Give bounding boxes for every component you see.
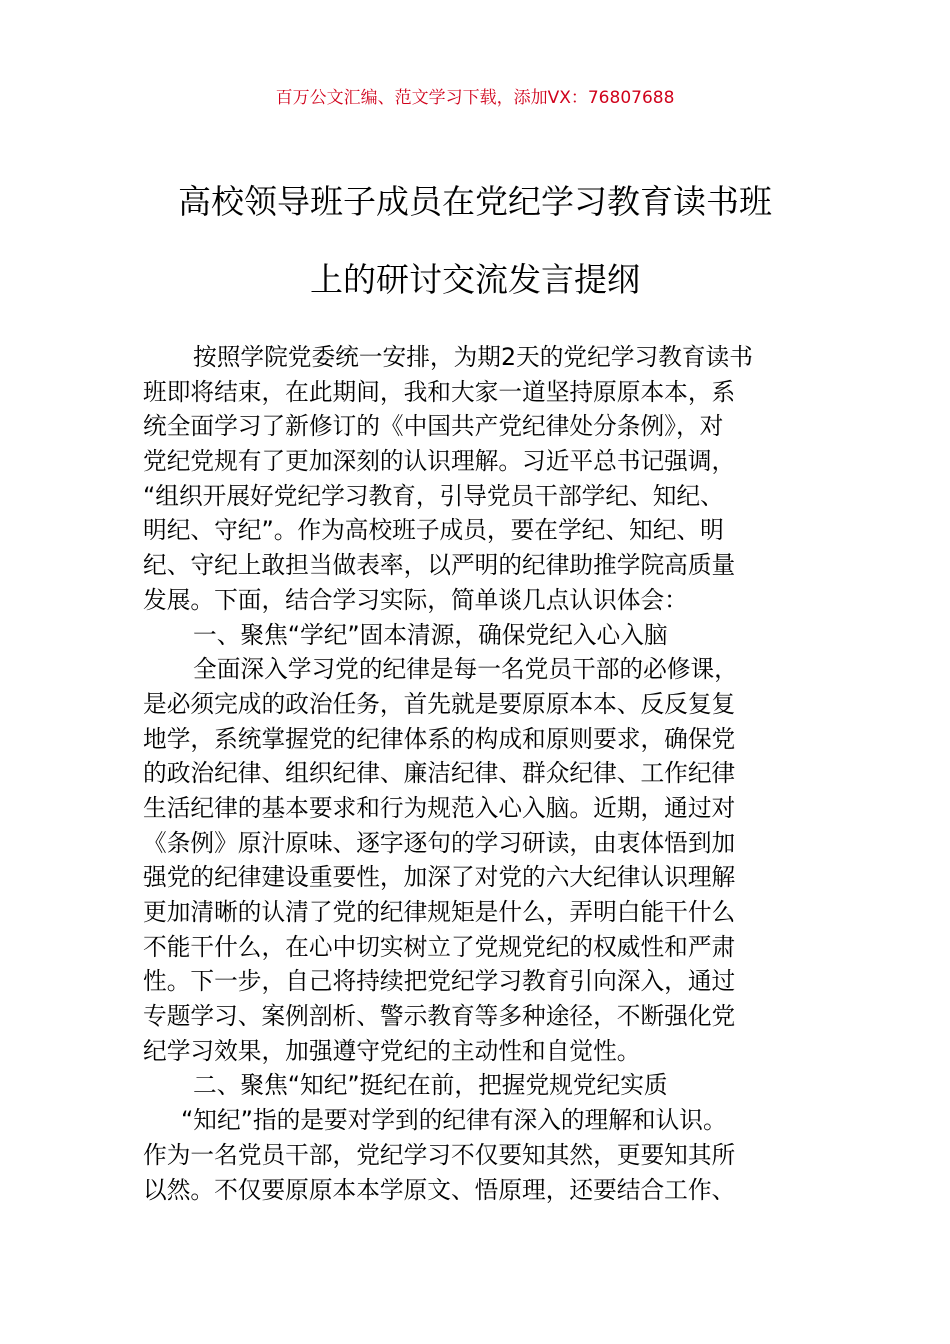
body-line: 生活纪律的基本要求和行为规范入心入脑。近期，通过对 (143, 793, 736, 822)
title-line-1: 高校领导班子成员在党纪学习教育读书班 (178, 182, 772, 221)
body-line: 地学，系统掌握党的纪律体系的构成和原则要求，确保党 (143, 724, 736, 753)
body-line: “组织开展好党纪学习教育，引导党员干部学纪、知纪、 (143, 481, 724, 510)
document-title (142, 180, 808, 336)
body-line: 明纪、守纪”。作为高校班子成员，要在学纪、知纪、明 (143, 516, 724, 545)
body-line: 专题学习、案例剖析、警示教育等多种途径，不断强化党 (143, 1002, 736, 1031)
body-line: 班即将结束，在此期间，我和大家一道坚持原原本本，系 (143, 377, 736, 406)
body-line: 不能干什么，在心中切实树立了党规党纪的权威性和严肃 (143, 932, 736, 961)
body-line: 的政治纪律、组织纪律、廉洁纪律、群众纪律、工作纪律 (143, 759, 736, 788)
body-line: 按照学院党委统一安排，为期2天的党纪学习教育读书 (193, 343, 753, 371)
document-body (143, 340, 807, 1207)
body-line: 全面深入学习党的纪律是每一名党员干部的必修课， (193, 655, 738, 684)
body-line: 《条例》原汁原味、逐字逐句的学习研读，由衷体悟到加 (143, 828, 736, 857)
body-line: 统全面学习了新修订的《中国共产党纪律处分条例》，对 (143, 412, 724, 441)
body-line: 以然。不仅要原原本本学原文、悟原理，还要结合工作、 (143, 1175, 736, 1204)
section-heading-1: 一、聚焦“学纪”固本清源，确保党纪入心入脑 (193, 620, 668, 649)
section-heading-2: 二、聚焦“知纪”挺纪在前，把握党规党纪实质 (193, 1071, 668, 1100)
body-line: 纪学习效果，加强遵守党纪的主动性和自觉性。 (143, 1036, 641, 1065)
body-line: 纪、守纪上敢担当做表率，以严明的纪律助推学院高质量 (143, 551, 736, 580)
body-line: 强党的纪律建设重要性，加深了对党的六大纪律认识理解 (143, 863, 736, 892)
body-line: 发展。下面，结合学习实际，简单谈几点认识体会： (143, 585, 688, 614)
body-line: “知纪”指的是要对学到的纪律有深入的理解和认识。 (181, 1106, 727, 1135)
body-line: 性。下一步，自己将持续把党纪学习教育引向深入，通过 (143, 967, 736, 996)
header-note: 百万公文汇编、范文学习下载，添加VX：76807688 (275, 88, 675, 108)
body-line: 更加清晰的认清了党的纪律规矩是什么，弄明白能干什么 (143, 898, 736, 926)
body-line: 是必须完成的政治任务，首先就是要原原本本、反反复复 (143, 689, 736, 718)
title-line-2: 上的研讨交流发言提纲 (310, 260, 640, 299)
body-line: 党纪党规有了更加深刻的认识理解。习近平总书记强调， (143, 447, 736, 476)
body-line: 作为一名党员干部，党纪学习不仅要知其然，更要知其所 (143, 1140, 736, 1169)
